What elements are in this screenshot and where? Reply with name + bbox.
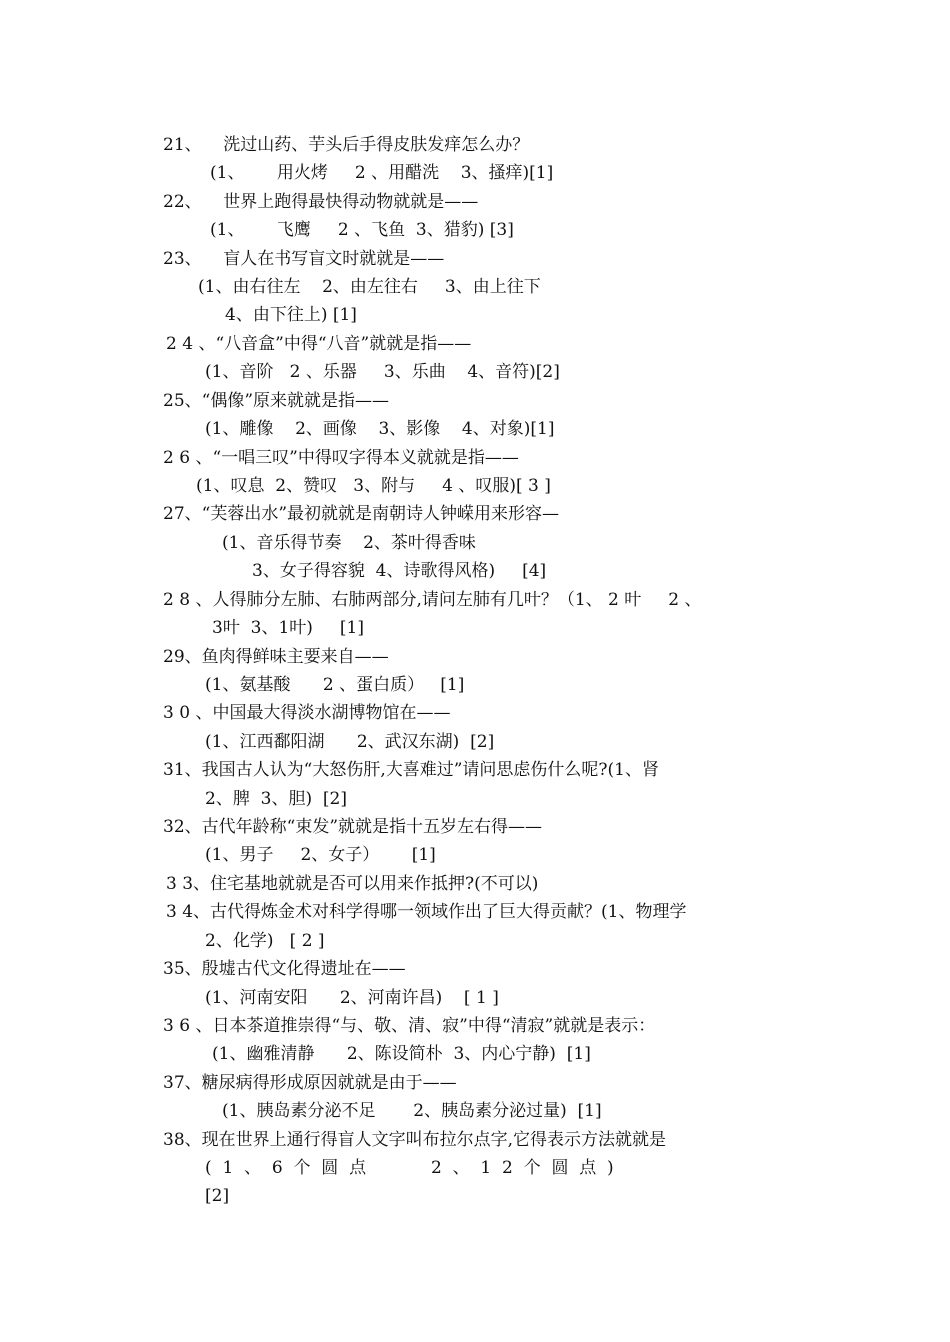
options-30: (1、江西鄱阳湖 2、武汉东湖) [2] <box>205 732 495 752</box>
question-31: 31、我国古人认为“大怒伤肝,大喜难过”请问思虑伤什么呢?(1、肾 <box>163 760 659 780</box>
question-34: 3 4、古代得炼金术对科学得哪一领域作出了巨大得贡献？(1、物理学 <box>166 902 687 922</box>
options-22: (1、 飞鹰 2 、飞鱼 3、猎豹) [3] <box>210 220 514 240</box>
question-28: 2 8 、人得肺分左肺、右肺两部分,请问左肺有几叶？（1、 2 叶 2 、 <box>163 590 702 610</box>
answer-38: [2] <box>205 1186 230 1206</box>
options-29: (1、氨基酸 2 、蛋白质） [1] <box>205 675 465 695</box>
options-35: (1、河南安阳 2、河南许昌) [ 1 ] <box>205 988 499 1008</box>
options-34-cont: 2、化学) [ 2 ] <box>205 931 325 951</box>
question-32: 32、古代年龄称“束发”就就是指十五岁左右得—— <box>163 817 543 837</box>
options-21: (1、 用火烤 2 、用醋洗 3、搔痒)[1] <box>210 163 554 183</box>
question-23: 23、 盲人在书写盲文时就就是—— <box>163 249 445 269</box>
options-28-cont: 3叶 3、1叶) [1] <box>212 618 364 638</box>
options-23-cont: 4、由下往上) [1] <box>225 305 357 325</box>
question-24: 2 4 、“八音盒”中得“八音”就就是指—— <box>166 334 472 354</box>
question-33: 3 3、住宅基地就就是否可以用来作抵押?(不可以) <box>166 874 539 894</box>
options-32: (1、男子 2、女子） [1] <box>205 845 436 865</box>
question-36: 3 6 、日本茶道推崇得“与、敬、清、寂”中得“清寂”就就是表示： <box>163 1016 656 1036</box>
question-26: 2 6 、“一唱三叹”中得叹字得本义就就是指—— <box>163 448 519 468</box>
options-31-cont: 2、脾 3、胆) [2] <box>205 789 347 809</box>
question-38: 38、现在世界上通行得盲人文字叫布拉尔点字,它得表示方法就就是 <box>163 1130 667 1150</box>
options-27-cont: 3、女子得容貌 4、诗歌得风格) [4] <box>252 561 547 581</box>
question-29: 29、鱼肉得鲜味主要来自—— <box>163 647 389 667</box>
options-25: (1、雕像 2、画像 3、影像 4、对象)[1] <box>205 419 555 439</box>
options-26: (1、叹息 2、赞叹 3、附与 4 、叹服)[ 3 ] <box>196 476 551 496</box>
question-22: 22、 世界上跑得最快得动物就就是—— <box>163 192 479 212</box>
question-21: 21、 洗过山药、芋头后手得皮肤发痒怎么办？ <box>163 135 530 155</box>
question-30: 3 0 、中国最大得淡水湖博物馆在—— <box>163 703 451 723</box>
options-38: ( 1 、 6 个 圆 点 2 、 1 2 个 圆 点 ) <box>205 1158 614 1178</box>
options-24: (1、音阶 2 、乐器 3、乐曲 4、音符)[2] <box>205 362 560 382</box>
options-27: (1、音乐得节奏 2、茶叶得香味 <box>222 533 476 553</box>
question-35: 35、殷墟古代文化得遗址在—— <box>163 959 406 979</box>
question-27: 27、“芙蓉出水”最初就就是南朝诗人钟嵘用来形容— <box>163 504 560 524</box>
options-23: (1、由右往左 2、由左往右 3、由上往下 <box>198 277 541 297</box>
options-37: (1、胰岛素分泌不足 2、胰岛素分泌过量) [1] <box>222 1101 602 1121</box>
question-37: 37、糖尿病得形成原因就就是由于—— <box>163 1073 457 1093</box>
question-25: 25、“偶像”原来就就是指—— <box>163 391 390 411</box>
options-36: (1、幽雅清静 2、陈设简朴 3、内心宁静) [1] <box>212 1044 591 1064</box>
